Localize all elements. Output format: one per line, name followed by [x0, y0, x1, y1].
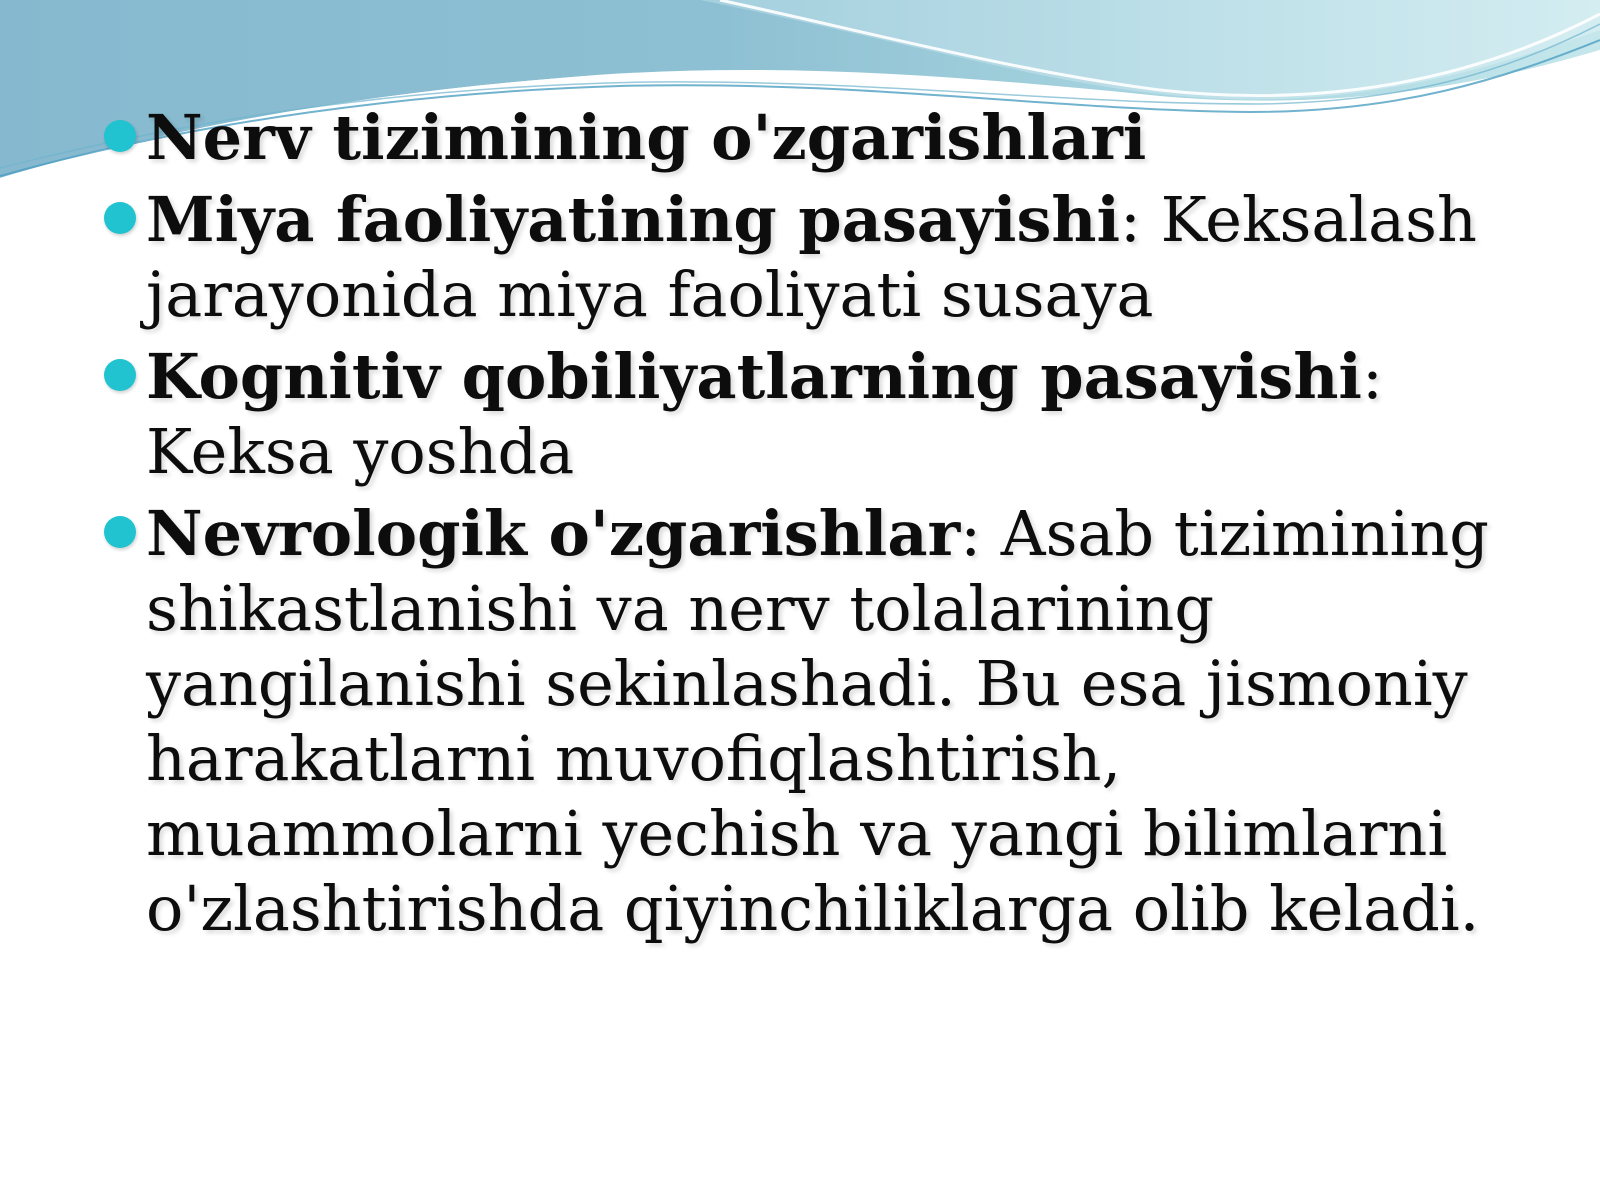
- slide-content: [100, 100, 1520, 953]
- bullet-separator: :: [1120, 183, 1161, 256]
- bullet-item: [100, 339, 1520, 489]
- bullet-item: [100, 182, 1520, 332]
- bullet-dot-icon: [104, 120, 136, 152]
- bullet-separator: :: [1361, 340, 1383, 413]
- bullet-term: Miya faoliyatining pasayishi: [146, 183, 1121, 256]
- bullet-separator: :: [960, 497, 1001, 570]
- bullet-item: [100, 496, 1520, 946]
- bullet-description: Keksalash jarayonida miya faoliyati susaya: [146, 183, 1477, 331]
- bullet-term: Kognitiv qobiliyatlarning pasayishi: [146, 340, 1362, 413]
- bullet-dot-icon: [104, 202, 136, 234]
- bullet-description: Asab tizimining shikastlanishi va nerv tolalarining yangilanishi sekinlashadi. Bu esa jismoniy harakatlarni muvofiqlashtirish, muammolarni yechish va yangi bilimlarni o'zlashtirishda qiyinchiliklarga olib keladi.: [146, 497, 1489, 945]
- bullet-term: Nerv tizimining o'zgarishlari: [146, 101, 1147, 174]
- bullet-term: Nevrologik o'zgarishlar: [146, 497, 961, 570]
- bullet-description: Keksa yoshda: [146, 415, 575, 488]
- bullet-item: [100, 100, 1520, 175]
- bullet-list: [100, 100, 1520, 946]
- bullet-dot-icon: [104, 359, 136, 391]
- bullet-dot-icon: [104, 516, 136, 548]
